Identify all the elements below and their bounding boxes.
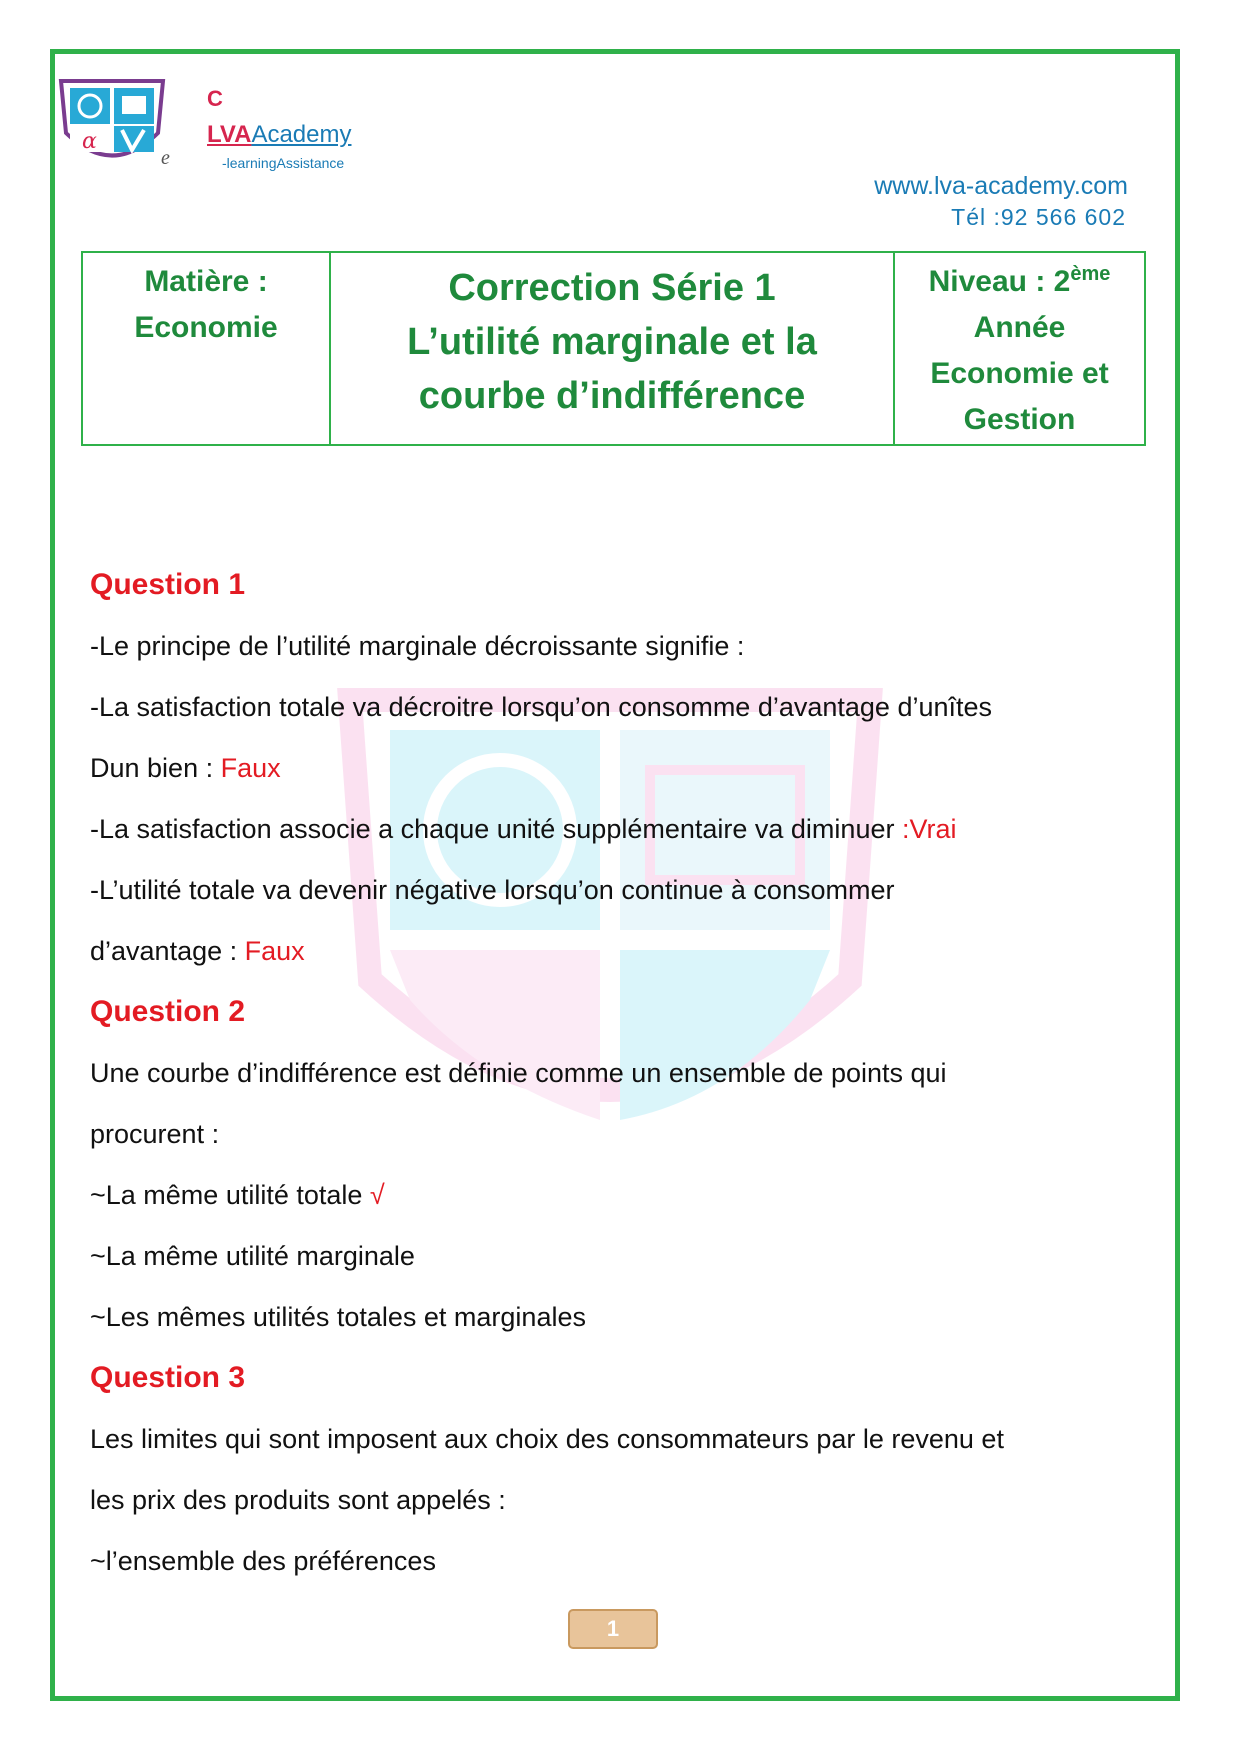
q1-line-3-text: Dun bien : [90,753,221,783]
checkmark-icon: √ [369,1180,385,1210]
level-line-1 [896,259,1143,305]
subject-label: Matière : [144,265,268,298]
level-line-4: Gestion [963,403,1076,436]
q1-answer-1: Faux [220,753,281,783]
brand-name [207,121,351,149]
level-cell [894,252,1145,445]
subject-value: Economie [134,311,278,344]
svg-text:α: α [82,129,97,154]
q1-line-1: -Le principe de l’utilité marginale décroissante signifie : [90,631,745,661]
q1-line-5: -L’utilité totale va devenir négative lorsqu’on continue à consommer [90,875,895,905]
q2-line-1: Une courbe d’indifférence est définie comme un ensemble de points qui [90,1058,947,1088]
question-3-title: Question 3 [90,1361,246,1394]
level-line-2: Année [973,311,1066,344]
q2-option-1 [90,1170,1150,1231]
question-2-title: Question 2 [90,995,246,1028]
q2-option-1-text: ~La même utilité totale [90,1180,370,1210]
q1-line-4 [90,804,1150,865]
q2-option-3: ~Les mêmes utilités totales et marginales [90,1302,586,1332]
q2-line-2: procurent : [90,1119,220,1149]
subject-cell [82,252,330,445]
brand-letter: C [207,86,223,111]
brand-lva: LVA [207,121,252,148]
title-cell [330,252,894,445]
q1-answer-3: Faux [244,936,305,966]
title-line-3: courbe d’indifférence [418,375,806,417]
page-number: 1 [568,1609,658,1649]
level-label: Niveau : 2 [928,265,1071,298]
q1-line-6 [90,926,1150,987]
title-line-2: L’utilité marginale et la [407,321,817,363]
lva-academy-logo [58,78,166,172]
header-table [81,251,1146,446]
website-link[interactable]: www.lva-academy.com [874,172,1128,200]
document-body [90,560,1150,1597]
brand-tagline: -learningAssistance [222,155,345,171]
level-line-3: Economie et [930,357,1109,390]
q1-answer-2: :Vrai [901,814,957,844]
brand-e-letter: e [161,147,170,169]
q2-option-2: ~La même utilité marginale [90,1241,415,1271]
q3-line-2: les prix des produits sont appelés : [90,1485,506,1515]
question-1-title: Question 1 [90,568,246,601]
q1-line-4-text: -La satisfaction associe a chaque unité supplémentaire va diminuer [90,814,902,844]
title-line-1: Correction Série 1 [448,267,776,309]
q3-option-1: ~l’ensemble des préférences [90,1546,436,1576]
level-superscript: ème [1070,263,1111,285]
brand-academy: Academy [251,121,352,148]
q1-line-6-text: d’avantage : [90,936,245,966]
q3-line-1: Les limites qui sont imposent aux choix des consommateurs par le revenu et [90,1424,1004,1454]
q1-line-2: -La satisfaction totale va décroitre lorsqu’on consomme d’avantage d’unîtes [90,692,993,722]
phone-number: Tél :92 566 602 [951,204,1126,230]
q1-line-3 [90,743,1150,804]
